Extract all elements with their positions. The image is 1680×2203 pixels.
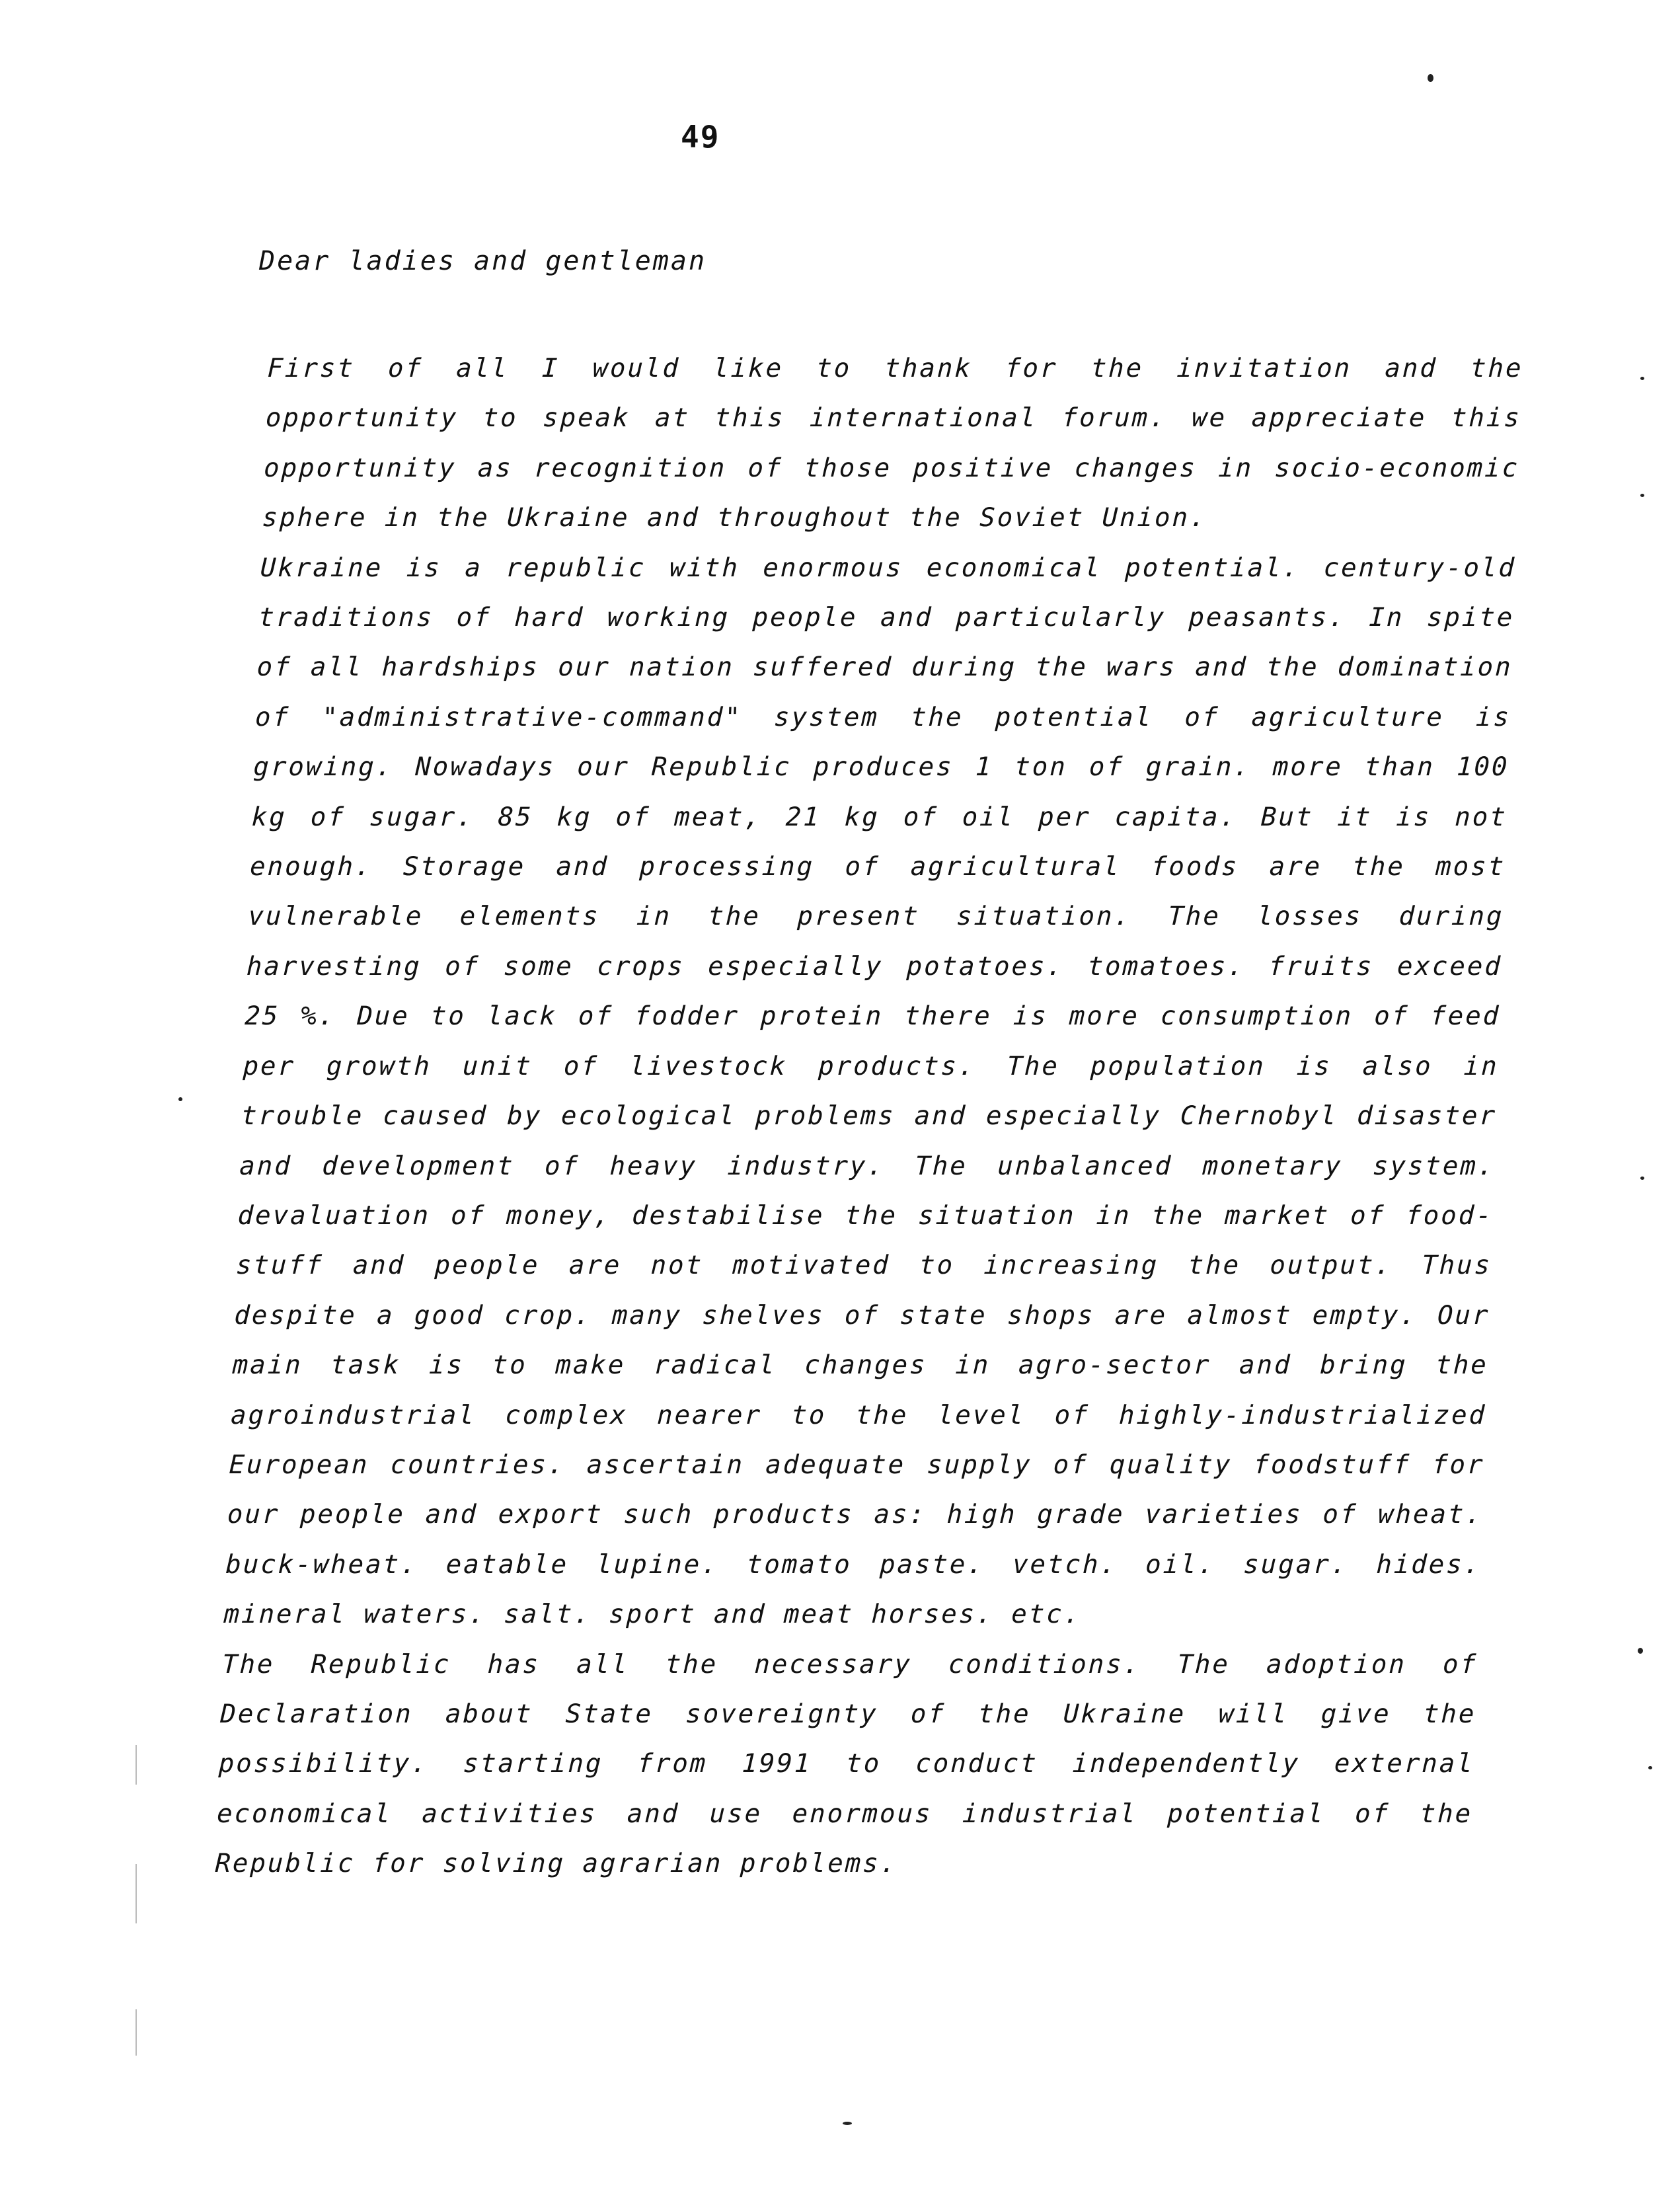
scan-speck <box>1640 377 1644 380</box>
paragraph-ukraine-potential: Ukraine is a republic with enormous economical potential. century-old traditions of hard working people and particularly peasants. In spite of all hardships our nation suffered during the wars and the domination of "administrative-command" system the potential of agriculture is growing. Nowadays our Republic produces 1 ton of grain. more than 100 kg of sugar. 85 kg of meat, 21 kg of oil per capita. But it is not enough. Storage and processing of agricultural foods are the most vulnerable elements in the present situation. The losses during harvesting of some crops especially potatoes. tomatoes. fruits exceed 25 %. Due to lack of fodder protein there is more consumption of feed per growth unit of livestock products. The population is also in trouble caused by ecological problems and especially Chernobyl disaster and development of heavy industry. The unbalanced monetary system. devaluation of money, destabilise the situation in the market of food-stuff and people are not motivated to increasing the output. Thus despite a good crop. many shelves of state shops are almost empty. Our main task is to make radical changes in agro-sector and bring the agroindustrial complex nearer to the level of highly-industrialized European countries. ascertain adequate supply of quality foodstuff for our people and export such products as: high grade varieties of wheat. buck-wheat. eatable lupine. tomato paste. vetch. oil. sugar. hides. mineral waters. salt. sport and meat horses. etc. <box>223 553 1517 1630</box>
scan-speck <box>1428 74 1433 82</box>
paragraph-intro: First of all I would like to thank for the invitation and the opportunity to speak at this international forum. we appreciate this opportunity as recognition of those positive changes in socio-economic sphere in the Ukraine and throughout the Soviet Union. <box>261 354 1524 533</box>
page-number: 49 <box>681 119 720 155</box>
scan-margin-mark <box>135 1745 137 1785</box>
salutation: Dear ladies and gentleman <box>259 246 707 276</box>
scan-margin-mark <box>135 1864 137 1923</box>
paragraph-republic-conditions: The Republic has all the necessary conditions. The adoption of Declaration about State sovereignty of the Ukraine will give the possibility. starting from 1991 to conduct independently external economical activities and use enormous industrial potential of the Republic for solving agrarian problems. <box>214 1649 1478 1879</box>
scan-speck <box>843 2122 852 2125</box>
scan-speck <box>1640 494 1644 497</box>
body-text <box>214 344 1524 1889</box>
scan-speck <box>1648 1766 1652 1769</box>
scan-speck <box>178 1097 182 1101</box>
scan-margin-mark <box>135 2009 137 2056</box>
scan-speck <box>1638 1648 1643 1654</box>
scan-speck <box>1640 1177 1644 1180</box>
